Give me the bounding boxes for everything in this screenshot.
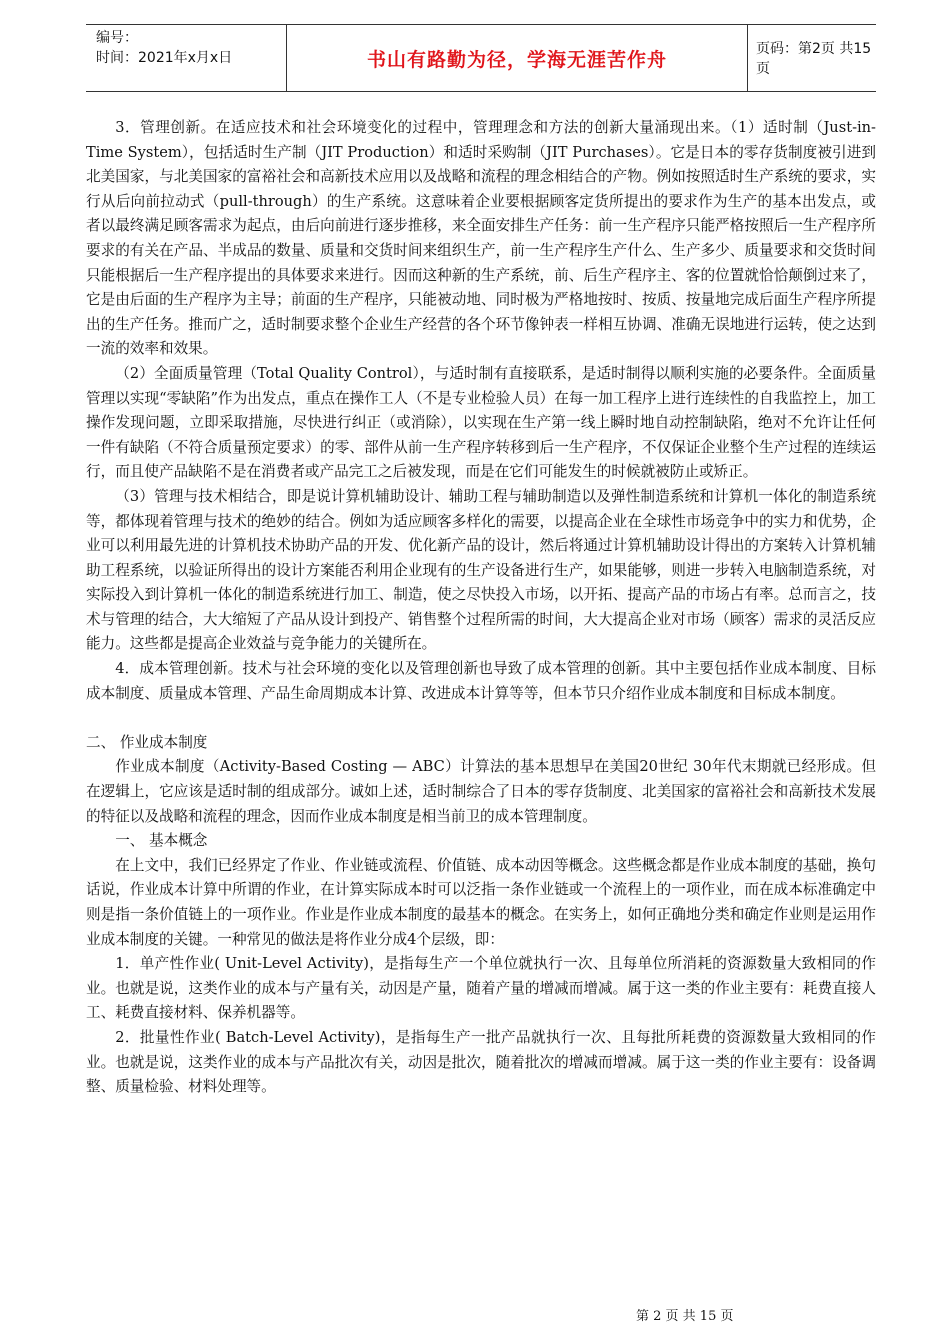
document-body <box>86 116 876 1100</box>
paragraph-batch-level: 2．批量性作业( Batch-Level Activity)，是指每生产一批产品就执行一次、且每批所耗费的资源数量大致相同的作业。也就是说，这类作业的成本与产品批次有关，动因是批次，随着批次的增减而增减。属于这一类的作业主要有：设备调整、质量检验、材料处理等。 <box>86 1028 876 1096</box>
page-header <box>86 24 876 92</box>
header-page-info: 页码：第2页 共15页 <box>756 41 872 77</box>
number-label: 编号： <box>96 30 138 46</box>
paragraph-abc-intro: 作业成本制度（Activity-Based Costing — ABC）计算法的基本思想早在美国20世纪 30年代末期就已经形成。但在逻辑上，它应该是适时制的组成部分。诚如上述，适时制综合了日本的零存货制度、北美国家的富裕社会和高新技术发展的特征以及战略和流程的理念，因而作业成本制度是相当前卫的成本管理制度。 <box>86 758 876 825</box>
section-heading: 二、 作业成本制度 <box>86 733 208 751</box>
paragraph-total-quality: （2）全面质量管理（Total Quality Control），与适时制有直接联系，是适时制得以顺利实施的必要条件。全面质量管理以实现“零缺陷”作为出发点，重点在操作工人（不是专业检验人员）在每一加工程序上进行连续性的自我监控上，加工操作发现问题，立即采取措施，尽快进行纠正（或消除），以实现在生产第一线上瞬时地自动控制缺陷，绝对不允许让任何一件有缺陷（不符合质量预定要求）的零、部件从前一生产程序转移到后一生产程序，不仅保证企业整个生产过程的连续运行，而且使产品缺陷不是在消费者或产品完工之后被发现，而是在它们可能发生的时候就被防止或矫正。 <box>86 364 876 481</box>
subheading-basic-concepts: 一、 基本概念 <box>115 832 208 850</box>
page-footer: 第 2 页 共 15 页 <box>636 1309 734 1324</box>
paragraph-unit-level: 1．单产性作业( Unit-Level Activity)，是指每生产一个单位就执行一次、且每单位所消耗的资源数量大致相同的作业。也就是说，这类作业的成本与产量有关，动因是产量，随着产量的增减而增减。属于这一类的作业主要有：耗费直接人工、耗费直接材料、保养机器等。 <box>86 955 876 1022</box>
paragraph-concepts: 在上文中，我们已经界定了作业、作业链或流程、价值链、成本动因等概念。这些概念都是作业成本制度的基础，换句话说，作业成本计算中所谓的作业，在计算实际成本时可以泛指一条作业链或一个流程上的一项作业，而在成本标准确定中则是指一条价值链上的一项作业。作业是作业成本制度的最基本的概念。在实务上，如何正确地分类和确定作业则是运用作业成本制度的关键。一种常见的做法是将作业分成4个层级，即： <box>86 856 876 948</box>
paragraph-cost-management: 4．成本管理创新。技术与社会环境的变化以及管理创新也导致了成本管理的创新。其中主要包括作业成本制度、目标成本制度、质量成本管理、产品生命周期成本计算、改进成本计算等等，但本节只介绍作业成本制度和目标成本制度。 <box>86 660 876 702</box>
date-line: 时间：2021年x月x日 <box>96 50 233 66</box>
paragraph-management-innovation: 3．管理创新。在适应技术和社会环境变化的过程中，管理理念和方法的创新大量涌现出来。（1）适时制（Just-in-Time System），包括适时生产制（JIT Production）和适时采购制（JIT Purchases）。它是日本的零存货制度被引进到北美国家，与北美国家的富裕社会和高新技术应用以及战略和流程的理念相结合的产物。例如按照适时生产系统的要求，实行从后向前拉动式（pull-through）的生产系统。这意味着企业要根据顾客定货所提出的要求作为生产的基本出发点，或者以最终满足顾客需求为起点，由后向前进行逐步推移，来全面安排生产任务：前一生产程序只能严格按照后一生产程序所要求的有关在产品、半成品的数量、质量和交货时间来组织生产，前一生产程序生产什么、生产多少、质量要求和交货时间只能根据后一生产程序提出的具体要求来进行。因而这种新的生产系统，前、后生产程序主、客的位置就恰恰颠倒过来了，它是由后面的生产程序为主导；前面的生产程序，只能被动地、同时极为严格地按时、按质、按量地完成后面生产程序所提出的生产任务。推而广之，适时制要求整个企业生产经营的各个环节像钟表一样相互协调、准确无误地进行运转，使之达到一流的效率和效果。 <box>86 119 876 358</box>
header-meta <box>86 25 286 91</box>
header-motto: 书山有路勤为径，学海无涯苦作舟 <box>286 25 748 91</box>
paragraph-management-technology: （3）管理与技术相结合，即是说计算机辅助设计、辅助工程与辅助制造以及弹性制造系统和计算机一体化的制造系统等，都体现着管理与技术的绝妙的结合。例如为适应顾客多样化的需要，以提高企业在全球性市场竞争中的实力和优势，企业可以利用最先进的计算机技术协助产品的开发、优化新产品的设计，然后将通过计算机辅助设计得出的方案转入计算机辅助工程系统，以验证所得出的设计方案能否利用企业现有的生产设备进行生产，如果能够，则进一步转入电脑制造系统，对实际投入到计算机一体化的制造系统进行加工、制造，使之尽快投入市场，以开拓、提高产品的市场占有率。总而言之，技术与管理的结合，大大缩短了产品从设计到投产、销售整个过程所需的时间，大大提高企业对市场（顾客）需求的灵活反应能力。这些都是提高企业效益与竞争能力的关键所在。 <box>86 487 876 653</box>
paragraph-gap <box>86 706 876 731</box>
